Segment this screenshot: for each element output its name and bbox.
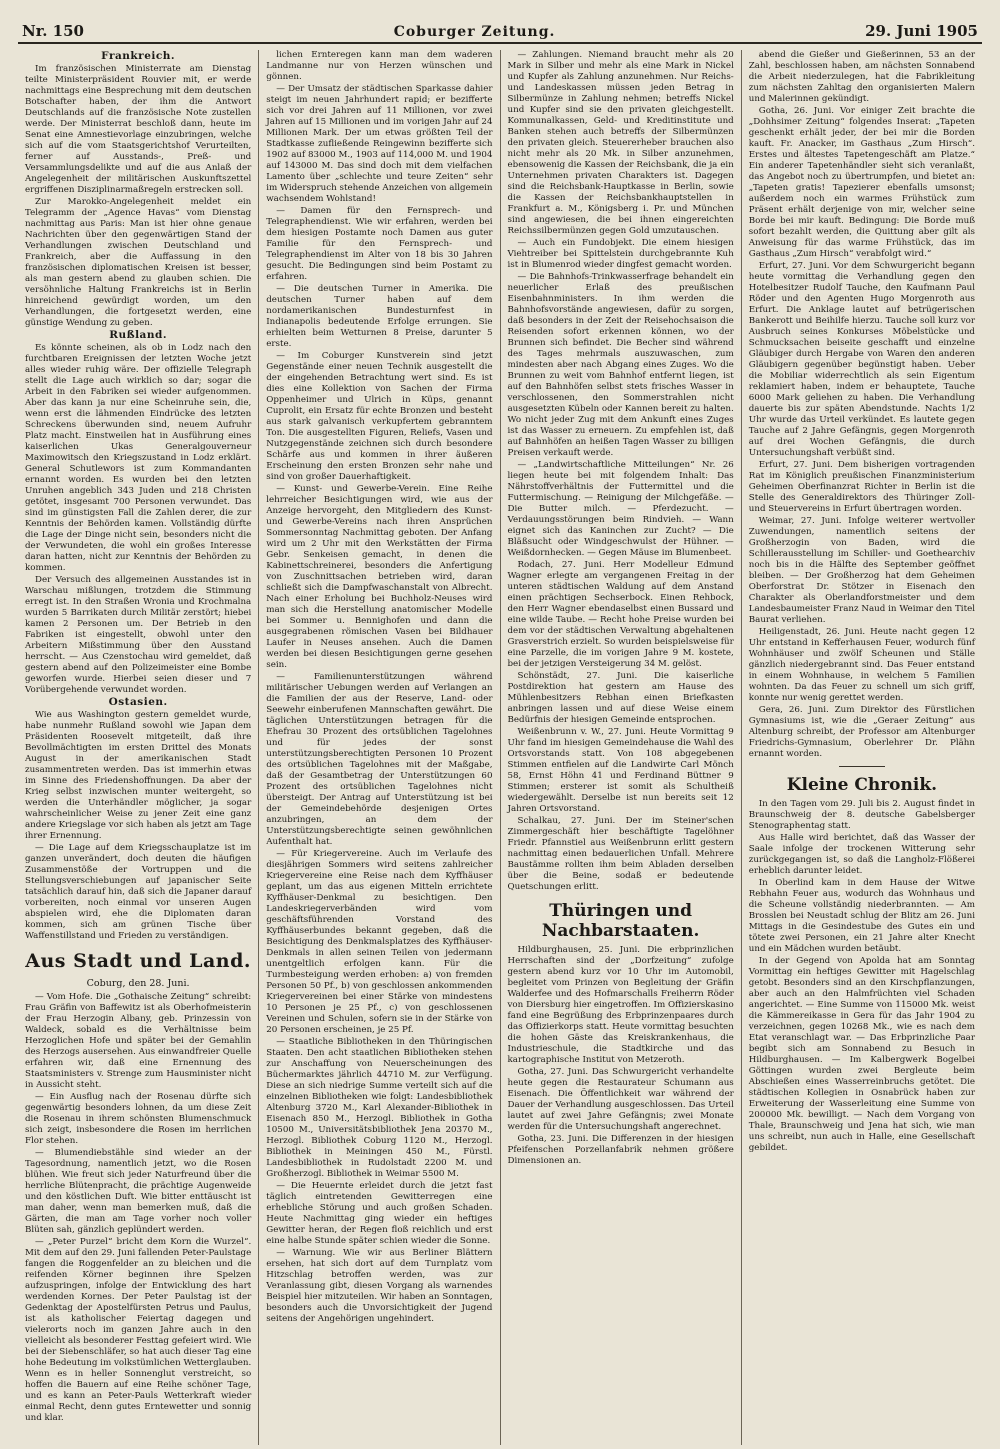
column-1 bbox=[18, 50, 259, 1445]
section-title: Kleine Chronik. bbox=[786, 775, 938, 795]
article-paragraph: — Vom Hofe. Die „Gothaische Zeitung“ schreibt: Frau Gräfin von Baffewitz ist als Oberhofmeisterin der Frau Herzogin Albany, geb. Prinzessin von Waldeck, sobald es die Verhältnisse beim Herzoglichen Hofe und später bei der Gemahlin des Herzogs ausersehen. Aus einwandfreier Quelle erfahren wir, daß eine Ernennung des Staatsministers v. Strenge zum Hausminister nicht in Aussicht steht. bbox=[25, 992, 252, 1090]
article-paragraph: — Ein Ausflug nach der Rosenau dürfte sich gegenwärtig besonders lohnen, da um diese Zeit die Rosenau in ihrem schönsten Blumenschmuck sich zeigt, insbesondere die Rosen im herrlichen Flor stehen. bbox=[25, 1092, 252, 1146]
section-title: Aus Stadt und Land. bbox=[25, 950, 251, 972]
article-paragraph: — Warnung. Wie wir aus Berliner Blättern ersehen, hat sich dort auf dem Turnplatz vom Hitzschlag betroffen werden, was zur Veranlassung gibt, diesen Vorgang als warnendes Beispiel hier mitzuteilen. Wir haben an Sonntagen, besonders auch die Unvorsichtigkeit der Jugend seitens der Angehörigen ungehindert. bbox=[266, 1248, 493, 1324]
article-paragraph: — Die Bahnhofs-Trinkwasserfrage behandelt ein neuerlicher Erlaß des preußischen Eisenbahnministers. In ihm werden die Bahnhofsvorstände angewiesen, dafür zu sorgen, daß besonders in der Zeit der Reisehochsaison die Reisenden sofort erkennen können, wo der Brunnen sich befindet. Die Becher sind während des Tages mehrmals auszuwaschen, zum mindesten aber nach Abgang eines Zuges. Wo die Brunnen zu weit vom Bahnhof entfernt liegen, ist auf den Bahnhöfen selbst stets frisches Wasser in verschlossenen, den Sommerstrahlen nicht ausgesetzten Kübeln oder Kannen bereit zu halten. Wo nicht jeder Zug mit dem Ankunft eines Zuges ist das Wasser zu erneuern. Zu empfehlen ist, daß auf Bahnhöfen an heißen Tagen Wasser zu billigen Preisen verkauft werde. bbox=[507, 272, 734, 458]
article-paragraph: Schönstädt, 27. Juni. Die kaiserliche Postdirektion hat gestern am Hause des Mühlenbesitzers Rebhan einen Briefkasten anbringen lassen und auf diese Weise einem Bedürfnis der hiesigen Gemeinde entsprochen. bbox=[507, 671, 734, 725]
article-paragraph: Wie aus Washington gestern gemeldet wurde, habe nunmehr Rußland sowohl wie Japan dem Präsidenten Roosevelt mitgeteilt, daß ihre Bevollmächtigten im ersten Drittel des Monats August in der amerikanischen Stadt zusammentreten werden. Das ist immerhin etwas im Sinne des Friedenshoffnungen. Da aber der Krieg selbst inzwischen munter weitergeht, so werden die Unterhändler möglicher, ja sogar wahrscheinlicher Weise zu jener Zeit eine ganz andere Kriegslage vor sich haben als jetzt am Tage ihrer Ernennung. bbox=[25, 710, 252, 841]
article-paragraph: Gotha, 27. Juni. Das Schwurgericht verhandelte heute gegen die Restaurateur Schumann aus Eisenach. Die Öffentlichkeit war während der Dauer der Verhandlung ausgeschlossen. Das Urteil lautet auf zwei Jahre Gefängnis; zwei Monate werden für die Untersuchungshaft angerechnet. bbox=[507, 1067, 734, 1132]
article-paragraph: Aus Halle wird berichtet, daß das Wasser der Saale infolge der trockenen Witterung sehr zurückgegangen ist, so daß die Langholz-Flößerei erheblich darunter leidet. bbox=[748, 833, 975, 876]
article-paragraph: — Die Lage auf dem Kriegsschauplatze ist im ganzen unverändert, doch deuten die häufigen Zusammenstöße der Vortruppen und die Stellungsverschiebungen auf japanischer Seite tatsächlich darauf hin, daß sich die Japaner darauf vorbereiten, noch einmal vor unseren Augen abspielen wird, ehe die Diplomaten daran kommen, sich am grünen Tische über Waffenstillstand und Frieden zu verständigen. bbox=[25, 843, 252, 941]
article-paragraph: Rodach, 27. Juni. Herr Modelleur Edmund Wagner erlegte am vergangenen Freitag in der unteren städtischen Waldung auf dem Anstand einen prächtigen Sechserbock. Einen Rehbock, den Herr Wagner ebendaselbst einen Bussard und eine wilde Taube. — Recht hohe Preise wurden bei dem vor der städtischen Verwaltung abgehaltenen Grasverstrich erzielt. So wurden beispielsweise für eine Parzelle, die im vorigen Jahre 9 M. kostete, bei der jetzigen Versteigerung 34 M. gelöst. bbox=[507, 560, 734, 669]
article-paragraph: Erfurt, 27. Juni. Vor dem Schwurgericht begann heute vormittag die Verhandlung gegen den Hotelbesitzer Rudolf Tauche, den Kaufmann Paul Röder und den Agenten Hugo Morgenroth aus Erfurt. Die Anklage lautet auf betrügerischen Bankerott und Beihilfe hierzu. Tauche soll kurz vor Ausbruch seines Konkurses Möbelstücke und Schmucksachen beiseite geschafft und einzelne Gläubiger durch Hergabe von Waren den anderen Gläubigern gegenüber begünstigt haben. Ueber die Mobiliar widerrechtlich als sein Eigentum reklamiert haben, indem er behauptete, Tauche 6000 Mark geliehen zu haben. Die Verhandlung dauerte bis zur späten Abendstunde. Nachts 1/2 Uhr wurde das Urteil verkündet. Es lautete gegen Tauche auf 2 Jahre Gefängnis, gegen Morgenroth auf drei Wochen Gefängnis, die durch Untersuchungshaft verbüßt sind. bbox=[748, 261, 975, 458]
article-paragraph: Der Versuch des allgemeinen Ausstandes ist in Warschau mißlungen, trotzdem die Stimmung erregt ist. In den Straßen Wronia und Krochmalna wurden 5 Barrikaten durch Militär zerstört; hiebei kamen 2 Personen um. Der Betrieb in den Fabriken ist eingestellt, obwohl unter den Arbeitern Mißstimmung über den Ausstand herrscht. — Aus Czenstochau wird gemeldet, daß gestern abend auf den Polizeimeister eine Bombe geworfen wurde. Hierbei seien dieser und 7 Vorübergehende verwundet worden. bbox=[25, 575, 252, 695]
masthead bbox=[18, 14, 982, 44]
article-paragraph: Heiligenstadt, 26. Juni. Heute nacht gegen 12 Uhr entstand in Kefferhausen Feuer, wodurch fünf Wohnhäuser und zwölf Scheunen und Ställe gänzlich niedergebrannt sind. Das Feuer entstand in einem Wohnhause, in welchem 5 Familien wohnten. Da das Feuer zu schnell um sich griff, konnte nur wenig gerettet werden. bbox=[748, 627, 975, 703]
article-paragraph: Es könnte scheinen, als ob in Lodz nach den furchtbaren Ereignissen der letzten Woche jetzt alles wieder ruhig wäre. Der offizielle Telegraph stellt die Lage auch wirklich so dar; sogar die Arbeit in den Fabriken sei wieder aufgenommen. Aber das kann ja nur eine Scheinruhe sein, die, wenn erst die lähmenden Eindrücke des letzten Schreckens überwunden sind, neuem Aufruhr Platz macht. Einstweilen hat in Ausführung eines kaiserlichen Ukas Generalgouverneur Maximowitsch den Kriegszustand in Lodz erklärt. General Schutlewors ist zum Kommandanten ernannt worden. Es wurden bei den letzten Unruhen angeblich 343 Juden und 218 Christen getötet, insgesamt 700 Personen verwundet. Das sind im günstigsten Fall die Zahlen derer, die zur Kenntnis der Behörden kamen. Vollständig dürfte die Lage der Dinge nicht sein, besonders nicht die der Verwundeten, die wohl ein großes Interesse daran hatten, nicht zur Kenntnis der Behörden zu kommen. bbox=[25, 343, 252, 573]
column-3 bbox=[501, 50, 742, 1445]
article-paragraph: — Kunst- und Gewerbe-Verein. Eine Reihe lehrreicher Besichtigungen wird, wie aus der Anzeige hervorgeht, den Mitgliedern des Kunst- und Gewerbe-Vereins nach ihren Ansprüchen Sommersonntag Nachmittag geboten. Der Anfang wird um 2 Uhr mit den Werkstätten der Firma Gebr. Senkeisen gemacht, in denen die Kabinettschreinerei, besonders die Anfertigung von Zuschnittsachen betrieben wird, daran schließt sich die Dampfwaschanstalt von Albrecht. Nach einer Erholung bei Buchholz-Neuses wird man sich die Herstellung anatomischer Modelle bei Sommer u. Bennighofen und dann die ausgegrabenen römischen Vasen bei Bildhauer Laufer in Neuses ansehen. Auch die Damen werden bei diesen Besichtigungen gerne gesehen sein. bbox=[266, 484, 493, 670]
article-paragraph: — Blumendiebstähle sind wieder an der Tagesordnung, namentlich jetzt, wo die Rosen blühen. Wie freut sich jeder Naturfreund über die herrliche Blütenpracht, die prächtige Augenweide und den köstlichen Duft. Wie bitter enttäuscht ist man daher, wenn man bemerken muß, daß die Gärten, die man am Tage vorher noch voller Blüten sah, gänzlich geplündert werden. bbox=[25, 1148, 252, 1235]
article-paragraph: — Für Kriegervereine. Auch im Verlaufe des diesjährigen Sommers wird seitens zahlreicher Kriegervereine eine Reise nach dem Kyffhäuser geplant, um das aus eigenen Mitteln errichtete Kyffhäuser-Denkmal zu besichtigen. Den Landeskriegerverbänden wird vom geschäftsführenden Vorstand des Kyffhäuserbundes bekannt gegeben, daß die Besichtigung des Denkmalsplatzes des Kyffhäuser-Denkmals in allen seinen Teilen von jedermann unentgeltlich erfolgen kann. Für die Turmbesteigung werden erhoben: a) von fremden Personen 50 Pf., b) von geschlossen ankommenden Kriegervereinen bei einer Stärke von mindestens 10 Personen je 25 Pf., c) von geschlossenen Vereinen und Schulen, sofern sie in der Stärke von 20 Personen erscheinen, je 25 Pf. bbox=[266, 849, 493, 1035]
article-paragraph: — Zahlungen. Niemand braucht mehr als 20 Mark in Silber und mehr als eine Mark in Nickel und Kupfer als Zahlung anzunehmen. Nur Reichs- und Landeskassen müssen jeden Betrag in Silbermünze in Zahlung nehmen; betreffs Nickel und Kupfer sind sie den privaten gleichgestellt. Kommunalkassen, Geld- und Kreditinstitute und Banken stehen auch betreffs der Silbermünzen den privaten gleich. Steuererheber brauchen also nicht mehr als 20 Mk. in Silber anzunehmen, ebensowenig die Kassen der Reichsbank, die ja ein Unternehmen privaten Charakters ist. Dagegen sind die Reichsbank-Hauptkasse in Berlin, sowie die Kassen der Reichsbankhauptstellen in Frankfurt a. M., Königsberg i. Pr. und München sind angewiesen, die bei ihnen eingereichten Reichssilbermünzen gegen Gold umzutauschen. bbox=[507, 50, 734, 236]
article-paragraph: In der Gegend von Apolda hat am Sonntag Vormittag ein heftiges Gewitter mit Hagelschlag getobt. Besonders sind an den Kirschpflanzungen, aber auch an den Halmfrüchten viel Schaden angerichtet. — Eine Summe von 115000 Mk. weist die Kämmereikasse in Gera für das Jahr 1904 zu verzeichnen, gegen 10268 Mk., wie es nach dem Etat veranschlagt war. — Das Erbprinzliche Paar begibt sich am Sonnabend zu Besuch in Hildburghausen. — Im Kalbergwerk Bogelbei Göttingen wurden zwei Bergleute beim Abschießen eines Wasserreinbruchs getötet. Die städtischen Kollegien in Osnabrück haben zur Erweiterung der Wasserleitung eine Summe von 200000 Mk. bewilligt. — Nach dem Vorgang von Thale, Braunschweig und Jena hat sich, wie man uns schreibt, nun auch in Halle, eine Gesellschaft gebildet. bbox=[748, 956, 975, 1153]
article-paragraph: lichen Ernteregen kann man dem waderen Landmanne nur von Herzen wünschen und gönnen. bbox=[266, 50, 493, 82]
issue-number: Nr. 150 bbox=[22, 22, 84, 40]
article-paragraph: In Oberlind kam in dem Hause der Witwe Rebhahn Feuer aus, wodurch das Wohnhaus und die Scheune vollständig niederbrannten. — Am Brosslen bei Neustadt schlug der Blitz am 26. Juni Mittags in die Gesindestube des Gutes ein und tötete zwei Personen, ein 21 Jahre alter Knecht und ein Mädchen wurden betäubt. bbox=[748, 878, 975, 954]
article-paragraph: — Staatliche Bibliotheken in den Thüringischen Staaten. Den acht staatlichen Bibliotheken stehen zur Anschaffung von Neuerscheinungen des Büchermarktes jährlich 44710 M. zur Verfügung. Diese an sich niedrige Summe verteilt sich auf die einzelnen Bibliotheken wie folgt: Landesbibliothek Altenburg 3720 M., Karl Alexander-Bibliothek in Eisenach 850 M., Herzogl. Bibliothek in Gotha 10500 M., Universitätsbibliothek Jena 20370 M., Herzogl. Bibliothek Coburg 1120 M., Herzogl. Bibliothek in Meiningen 450 M., Fürstl. Landesbibliothek in Rudolstadt 2200 M. und Großherzogl. Bibliothek in Weimar 5500 M. bbox=[266, 1037, 493, 1179]
article-paragraph: Gotha, 23. Juni. Die Differenzen in der hiesigen Pfeifenschen Porzellanfabrik nehmen größere Dimensionen an. bbox=[507, 1134, 734, 1166]
newspaper-title: Coburger Zeitung. bbox=[393, 24, 556, 40]
article-paragraph: Im französischen Ministerrate am Dienstag teilte Ministerpräsident Rouvier mit, er werde nachmittags eine Besprechung mit dem deutschen Botschafter haben, der ihm die Antwort Deutschlands auf die französische Note zustellen werde. Der Ministerrat beschloß dann, heute im Senat eine Amnestievorlage einzubringen, welche sich auf die vom Staatsgerichtshof Verurteilten, ferner auf Ausstands-, Preß- und Versammlungsdelikte und auf die aus Anlaß der Angelegenheit der militärischen Auskunftszettel ergriffenen Disziplinarmaßregeln erstrecken soll. bbox=[25, 64, 252, 195]
divider bbox=[839, 766, 885, 767]
article-paragraph: Zur Marokko-Angelegenheit meldet ein Telegramm der „Agence Havas“ vom Dienstag nachmittag aus Paris: Man ist hier ohne genaue Nachrichten über den gegenwärtigen Stand der Verhandlungen zwischen Deutschland und Frankreich, aber die Auffassung in den französischen diplomatischen Kreisen ist besser, als man gestern abend zu glauben schien. Die versöhnliche Haltung Frankreichs ist in Berlin hinreichend gewürdigt worden, um den Verhandlungen, die fortgesetzt werden, eine günstige Wendung zu geben. bbox=[25, 197, 252, 328]
article-paragraph: Weißenbrunn v. W., 27. Juni. Heute Vormittag 9 Uhr fand im hiesigen Gemeindehause die Wahl des Ortsvorstands statt. Von 108 abgegebenen Stimmen entfielen auf die Landwirte Carl Mönch 58, Ernst Höhn 41 und Ferdinand Büttner 9 Stimmen; ersterer ist somit als Schultheiß wiedergewählt. Derselbe ist nun bereits seit 12 Jahren Ortsvorstand. bbox=[507, 727, 734, 814]
article-paragraph: Weimar, 27. Juni. Infolge weiterer wertvoller Zuwendungen, namentlich seitens der Großherzogin von Baden, wird die Schillerausstellung im Schiller- und Goethearchiv noch bis in die Hälfte des September geöffnet bleiben. — Der Großherzog hat dem Geheimen Oberforstrat Dr. Stötzer in Eisenach den Charakter als Oberlandforstmeister und dem Landesbaumeister Franz Naud in Weimar den Titel Baurat verliehen. bbox=[748, 516, 975, 625]
article-paragraph: Schalkau, 27. Juni. Der im Steiner'schen Zimmergeschäft hier beschäftigte Tagelöhner Friedr. Pfannstiel aus Weißenbrunn erlitt gestern nachmittag einen bedauerlichen Unfall. Mehrere Baustämme rollten ihm beim Abladen derselben über die Beine, sodaß er bedeutende Quetschungen erlitt. bbox=[507, 816, 734, 892]
article-paragraph: — Damen für den Fernsprech- und Telegraphendienst. Wie wir erfahren, werden bei dem hiesigen Postamte noch Damen aus guter Familie für den Fernsprech- und Telegraphendienst im Alter von 18 bis 30 Jahren gesucht. Die Bedingungen sind beim Postamt zu erfahren. bbox=[266, 206, 493, 282]
section-title: Thüringen und Nachbarstaaten. bbox=[541, 901, 700, 941]
columns bbox=[18, 50, 982, 1445]
section-heading: Ostasien. bbox=[108, 696, 168, 708]
section-heading: Frankreich. bbox=[101, 50, 176, 62]
article-paragraph: — „Landwirtschaftliche Mitteilungen“ Nr. 26 liegen heute bei mit folgendem Inhalt: Das Nährstoffverhältnis der Futtermittel und die Futtermischung. — Reinigung der Milchgefäße. — Die Butter milch. — Pferdezucht. — Verdauungsstörungen beim Rindvieh. — Wann eignet sich das Kaninchen zur Zucht? — Die Bläßsucht oder Windgeschwulst der Hühner. — Weißdornhecken. — Gegen Mäuse im Blumenbeet. bbox=[507, 460, 734, 558]
article-paragraph: — Auch ein Fundobjekt. Die einem hiesigen Viehtreiber bei Spittelstein durchgebrannte Kuh ist in Blumenrod wieder dingfest gemacht worden. bbox=[507, 238, 734, 270]
article-paragraph: — Die Heuernte erleidet durch die jetzt fast täglich eintretenden Gewitterregen eine erhebliche Störung und auch großen Schaden. Heute Nachmittag ging wieder ein heftiges Gewitter heran, der Regen floß reichlich und erst eine halbe Stunde später schien wieder die Sonne. bbox=[266, 1181, 493, 1246]
article-paragraph: Erfurt, 27. Juni. Dem bisherigen vortragenden Rat im Königlich preußischen Finanzministerium Geheimen Oberfinanzrat Richter in Berlin ist die Stelle des Generaldirektors des Thüringer Zoll- und Steuervereins in Erfurt übertragen worden. bbox=[748, 460, 975, 514]
issue-date: 29. Juni 1905 bbox=[865, 22, 978, 40]
article-paragraph: — „Peter Purzel“ bricht dem Korn die Wurzel“. Mit dem auf den 29. Juni fallenden Peter-Paulstage fangen die Roggenfelder an zu bleichen und die reifenden Körner beginnen ihre Spelzen aufzuspringen, infolge der Entwicklung des hart werdenden Kornes. Der Peter Paulstag ist der Gedenktag der Apostelfürsten Petrus und Paulus, ist als katholischer Feiertag dagegen und vielerorts noch im ganzen Jahre auch in den vielleicht als besonderer Festtag gefeiert wird. Wie bei der Siebenschläfer, so hat auch dieser Tag eine hohe Bedeutung im volkstümlichen Wetterglauben. Wenn es in heller Sonnenglut verstreicht, so hoffen die Bauern auf eine Reihe schöner Tage, und es kann an Peter-Pauls Wetterkraft wieder einmal Recht, denn gutes Erntewetter und sonnig und klar. bbox=[25, 1237, 252, 1423]
article-paragraph: — Die deutschen Turner in Amerika. Die deutschen Turner haben auf dem nordamerikanischen Bundesturnfest in Indianapolis bedeutende Erfolge errungen. Sie erhielten beim Wetturnen 8 Preise, darunter 5 erste. bbox=[266, 284, 493, 349]
article-paragraph: — Der Umsatz der städtischen Sparkasse dahier steigt im neuen Jahrhundert rapid; er bezifferte sich vor drei Jahren auf 11 Millionen, vor zwei Jahren auf 15 Millionen und im vorigen Jahr auf 24 Millionen Mark. Der um etwas größten Teil der Stadtkasse zufließende Reingewinn bezifferte sich 1902 auf 83000 M., 1903 auf 114,000 M. und 1904 auf 143000 M. Das sind doch mit dem vielfachen Lamento über „schlechte und teure Zeiten“ sehr im Widerspruch stehende Anzeichen von allgemein wachsendem Wohlstand! bbox=[266, 84, 493, 204]
article-paragraph: — Im Coburger Kunstverein sind jetzt Gegenstände einer neuen Technik ausgestellt die der eingehenden Betrachtung wert sind. Es ist dies eine Kollektion von Sachen der Firma Oppenheimer und Ulrich in Küps, genannt Cuprolit, ein Ersatz für echte Bronzen und besteht aus stark galvanisch verkupfertem gebranntem Ton. Die ausgestellten Figuren, Reliefs, Vasen und Nutzgegenstände zeichnen sich durch besondere Schärfe aus und kommen in ihrer äußeren Erscheinung den ersten Bronzen sehr nahe und sind von großer Dauerhaftigkeit. bbox=[266, 351, 493, 482]
article-paragraph: — Familienunterstützungen während militärischer Uebungen werden auf Verlangen an die Familien der aus der Reserve, Land- oder Seewehr einberufenen Mannschaften gewährt. Die täglichen Unterstützungen betragen für die Ehefrau 30 Prozent des ortsüblichen Tagelohnes und für jedes der sonst unterstützungsberechtigten Personen 10 Prozent des ortsüblichen Tagelohnes mit der Maßgabe, daß der Gesamtbetrag der Unterstützungen 60 Prozent des ortsüblichen Tagelohnes nicht übersteigt. Der Antrag auf Unterstützung ist bei der Gemeindebehörde desjenigen Ortes anzubringen, an dem der Unterstützungsberechtigte seinen gewöhnlichen Aufenthalt hat. bbox=[266, 672, 493, 847]
article-paragraph: In den Tagen vom 29. Juli bis 2. August findet in Braunschweig der 8. deutsche Gabelsberger Stenographentag statt. bbox=[748, 799, 975, 831]
section-heading: Rußland. bbox=[109, 329, 167, 341]
article-paragraph: Gotha, 26. Juni. Vor einiger Zeit brachte die „Dohhsimer Zeitung“ folgendes Inserat: „Tapeten geschenkt erhält jeder, der bei mir die Borden kauft. Fr. Anacker, im Gasthaus „Zum Hirsch“. Erstes und ältestes Tapetengeschäft am Platze.“ Ein anderer Tapetenhändler sieht sich veranlaßt, das Angebot noch zu übertrumpfen, und bietet an: „Tapeten gratis! Tapezierer ebenfalls umsonst; außerdem noch ein warmes Frühstück zum Präsent erhält derjenige von mir, welcher seine Borde bei mir kauft. Bedingung: Die Borde muß sofort bezahlt werden, die Quittung aber gilt als Anweisung für das warme Frühstück, das im Gasthaus „Zum Hirsch“ verabfolgt wird.“ bbox=[748, 106, 975, 259]
article-paragraph: Gera, 26. Juni. Zum Direktor des Fürstlichen Gymnasiums ist, wie die „Geraer Zeitung“ aus Altenburg schreibt, der Professor am Altenburger Friedrichs-Gymnasium, Oberlehrer Dr. Plähn ernannt worden. bbox=[748, 705, 975, 759]
column-4 bbox=[742, 50, 982, 1445]
article-paragraph: Hildburghausen, 25. Juni. Die erbprinzlichen Herrschaften sind der „Dorfzeitung“ zufolge gestern abend kurz vor 10 Uhr im Automobil, begleitet vom Prinzen von Begleitung der Gräfin Walderfee und des Hofmarschalls Freiherrn Röder von Diersburg hier eingetroffen. Im Offizierskasino fand eine Begrüßung des Erbprinzenpaares durch das Offizierkorps statt. Heute vormittag besuchten die hohen Gäste das Kreiskrankenhaus, die Industrieschule, die Stadtkirche und das kartographische Institut von Metzeroth. bbox=[507, 945, 734, 1065]
dateline: Coburg, den 28. Juni. bbox=[86, 978, 190, 989]
column-2 bbox=[259, 50, 500, 1445]
article-paragraph: abend die Gießer und Gießerinnen, 53 an der Zahl, beschlossen haben, am nächsten Sonnabend die Arbeit niederzulegen, hat die Fabrikleitung zum nächsten Zahltag den organisierten Malern und Malerinnen gekündigt. bbox=[748, 50, 975, 104]
